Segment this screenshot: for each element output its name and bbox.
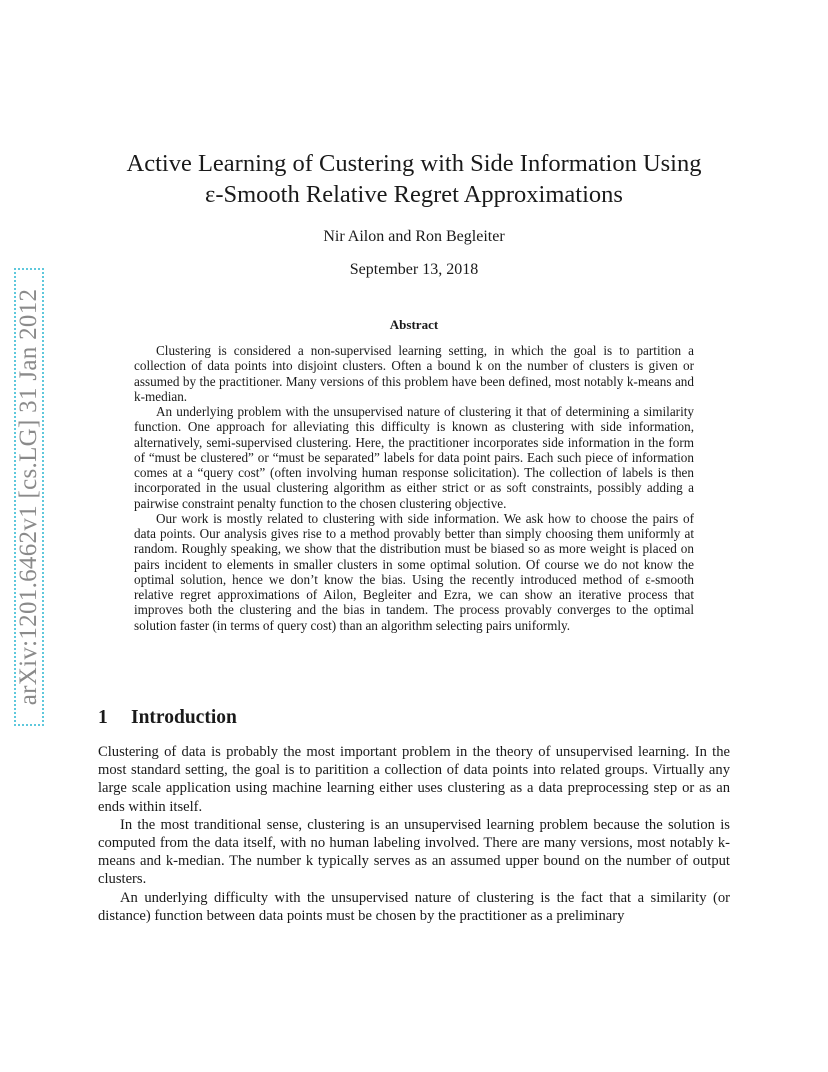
abstract-heading: Abstract <box>389 317 439 332</box>
section-title: Introduction <box>131 707 237 728</box>
abstract-paragraph-1: Clustering is considered a non-supervised learning setting, in which the goal is to partition a collection of data points into disjoint clusters. Often a bound k on the number of clusters is given or assumed by the practitioner. Many versions of this problem have been defined, most notably k-means and k-median. <box>134 343 694 404</box>
abstract-paragraph-3: Our work is mostly related to clustering with side information. We ask how to choose the pairs of data points. Our analysis gives rise to a method provably better than simply choosing them uniformly at random. Roughly speaking, we show that the distribution must be biased so as more weight is placed on pairs incident to elements in smaller clusters in some optimal solution. Of course we do not know the optimal solution, hence we don’t know the bias. Using the recently introduced method of ε-smooth relative regret approximations of Ailon, Begleiter and Ezra, we can show an iterative process that improves both the clustering and the bias in tandem. The process provably converges to the optimal solution faster (in terms of query cost) than an algorithm selecting pairs uniformly. <box>134 510 694 633</box>
arxiv-side-stamp <box>14 268 44 726</box>
paper-authors: Nir Ailon and Ron Begleiter <box>323 228 505 245</box>
body-paragraph-3: An underlying difficulty with the unsupervised nature of clustering is the fact that a similarity (or distance) function between data points must be chosen by the practitioner as a preliminary <box>98 889 730 924</box>
section-heading <box>98 707 237 729</box>
body-paragraph-2: In the most tranditional sense, clustering is an unsupervised learning problem because the solution is computed from the data itself, with no human labeling involved. There are many versions, most notably k-means and k-median. The number k typically serves as an assumed upper bound on the number of output clusters. <box>98 816 730 888</box>
section-number: 1 <box>98 707 108 728</box>
arxiv-identifier: arXiv:1201.6462v1 [cs.LG] 31 Jan 2012 <box>15 288 42 706</box>
paper-date: September 13, 2018 <box>349 261 479 278</box>
paper-title-line-2: ε-Smooth Relative Regret Approximations <box>205 181 623 208</box>
section-body <box>98 743 730 925</box>
paper-title-line-1: Active Learning of Custering with Side Information Using <box>126 150 702 177</box>
body-paragraph-1: Clustering of data is probably the most important problem in the theory of unsupervised learning. In the most standard setting, the goal is to paritition a collection of data points into related groups. Virtually any large scale application using machine learning either uses clustering as a data preprocessing step or as an ends within itself. <box>98 744 730 815</box>
paper-title <box>100 148 728 210</box>
abstract-paragraph-2: An underlying problem with the unsupervised nature of clustering it that of determining a similarity function. One approach for alleviating this difficulty is known as clustering with side information, alternatively, semi-supervised clustering. Here, the practitioner incorporates side information in the form of “must be clustered” or “must be separated” labels for data point pairs. Each such piece of information comes at a “query cost” (often involving human response solicitation). The collection of labels is then incorporated in the usual clustering algorithm as either strict or as soft constraints, possibly adding a pairwise constraint penalty function to the chosen clustering objective. <box>134 404 694 511</box>
abstract-body <box>134 343 694 633</box>
